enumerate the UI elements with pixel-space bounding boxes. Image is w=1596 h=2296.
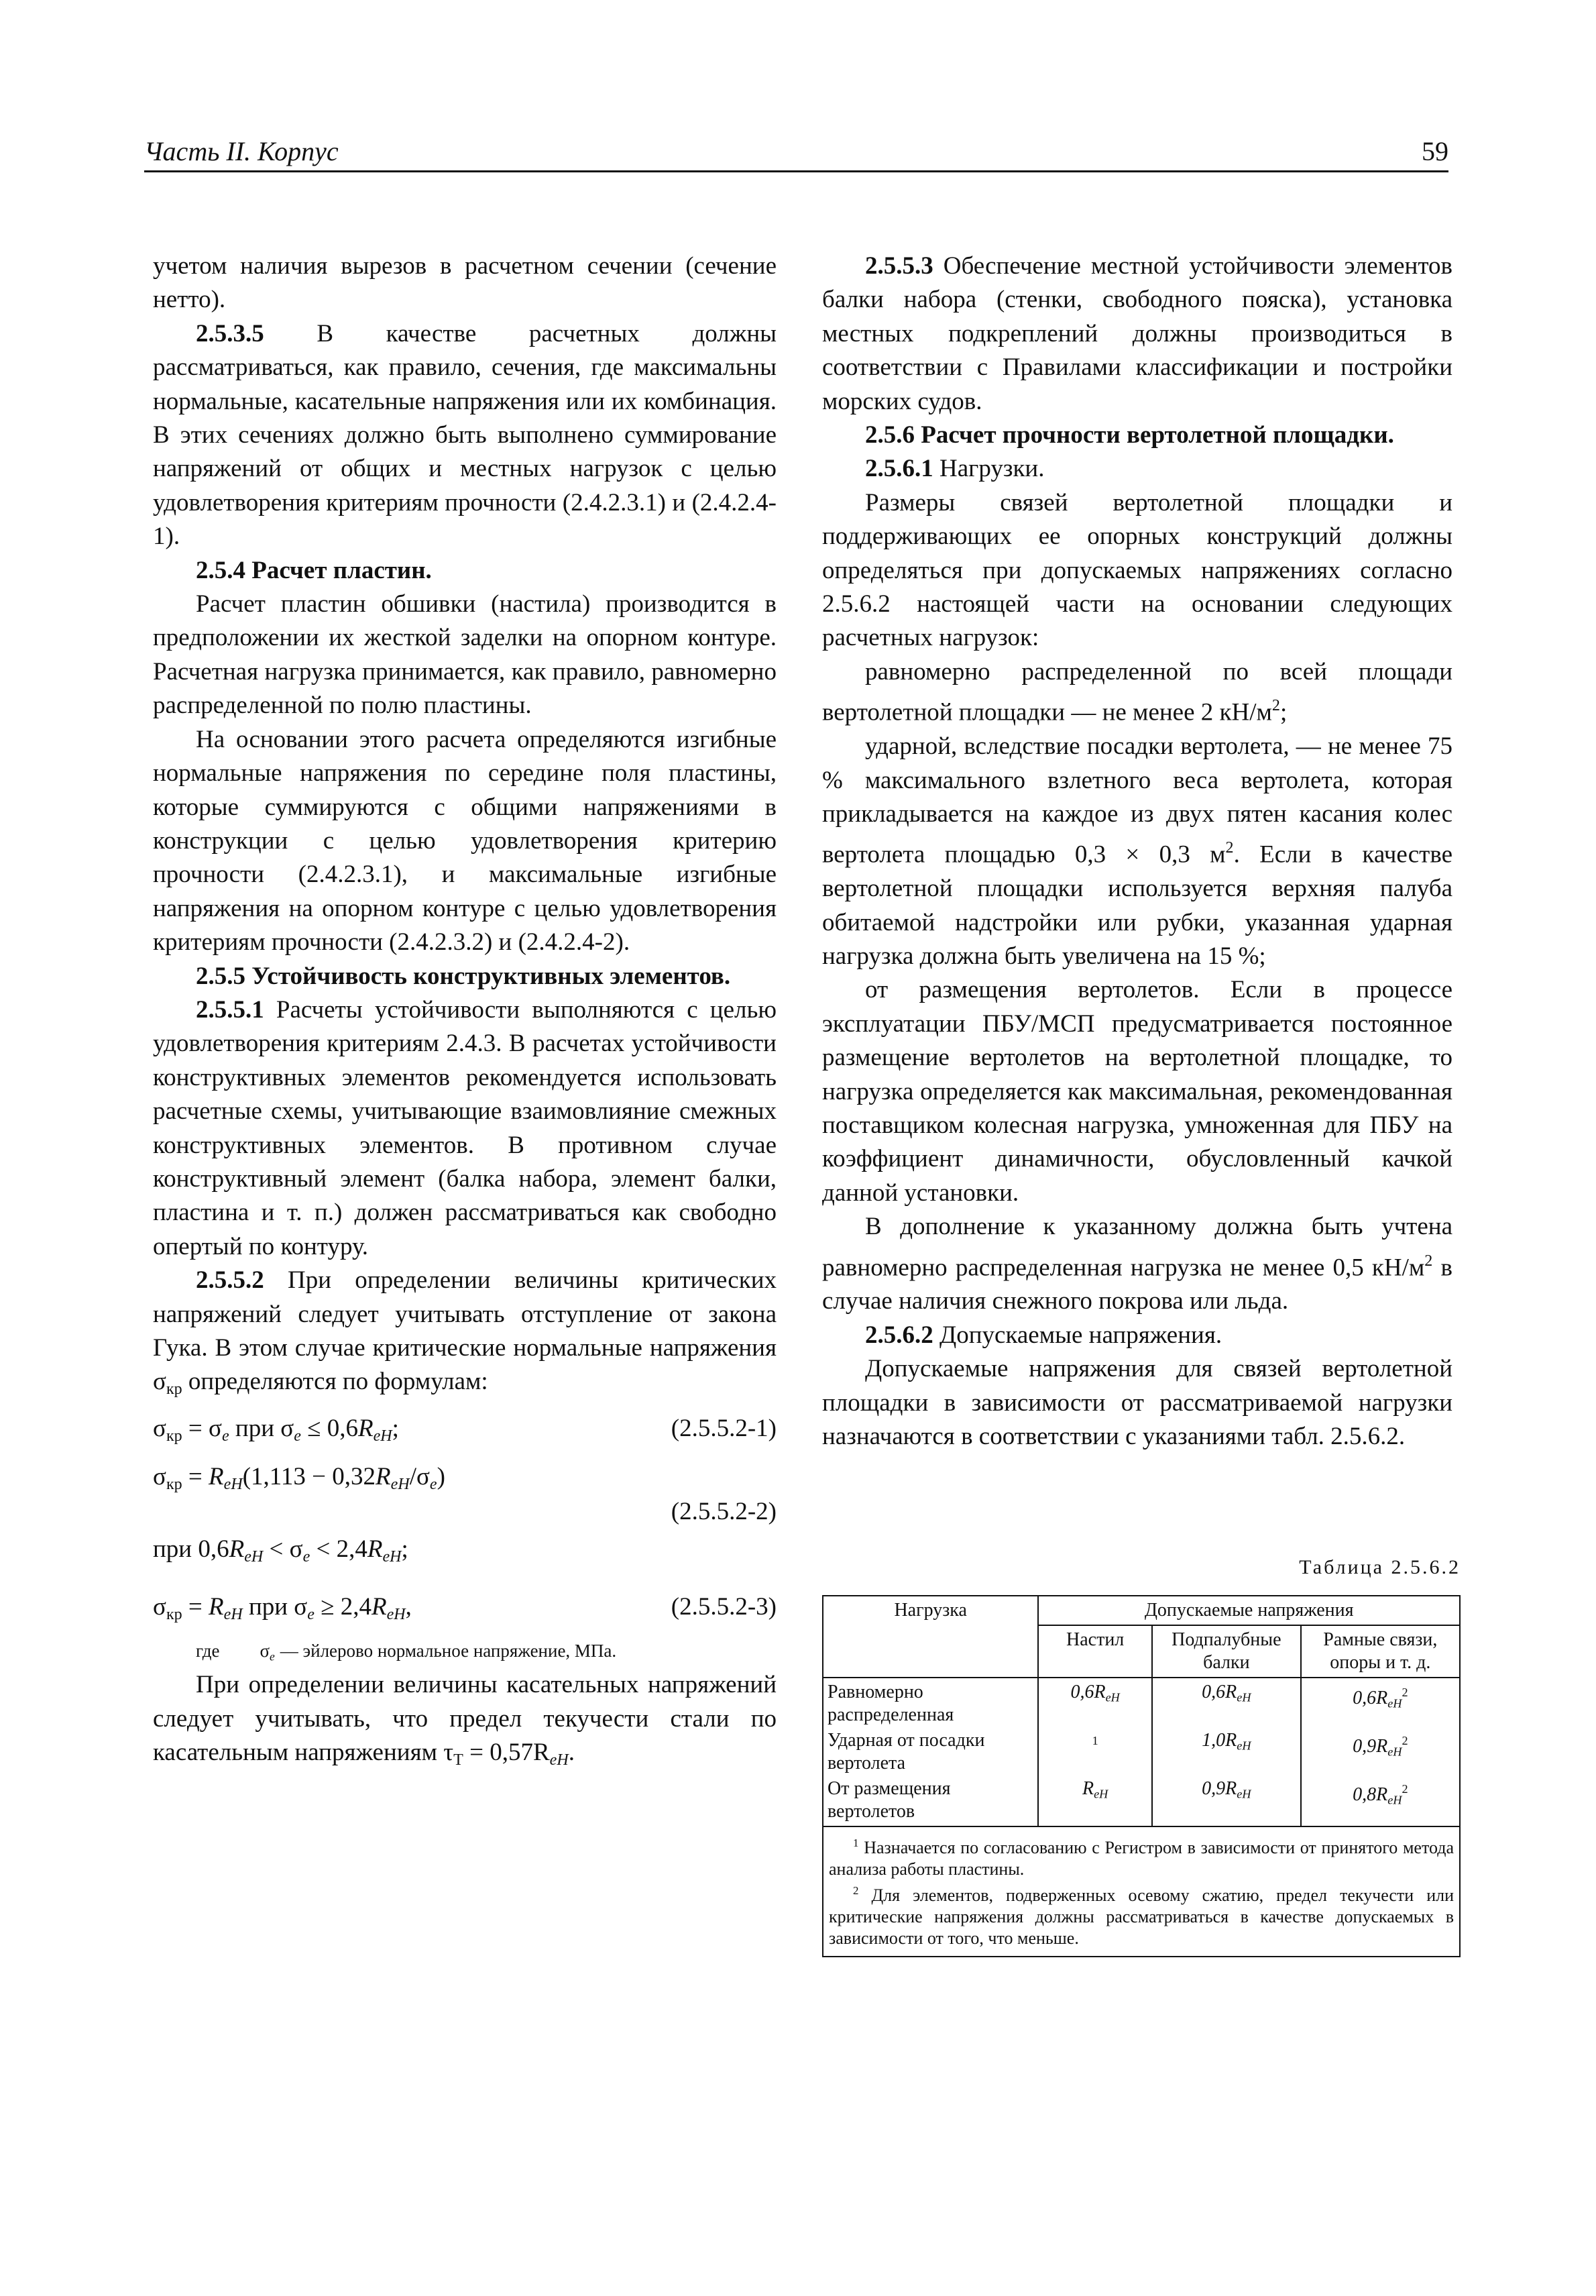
heading-2-5-5: 2.5.5 Устойчивость конструктивных элементов. xyxy=(196,962,731,990)
paragraph: В дополнение к указанному должна быть учтена равномерно распределенная нагрузка не менее 0,5 $кН/м^2$ в случае наличия снежного покрова или льда. xyxy=(822,1213,1452,1315)
table-cell: $0,6R_{eH}$ xyxy=(1152,1678,1301,1728)
table-row xyxy=(823,1776,1460,1826)
paragraph: Расчет пластин обшивки (настила) производится в предположении их жесткой заделки на опорном контуре. Расчетная нагрузка принимается, как правило, равномерно распределенной по полю пластины. xyxy=(153,590,777,720)
table-cell: $1,0R_{eH}$ xyxy=(1152,1728,1301,1776)
paragraph-2-5-5-3: 2.5.5.3 Обеспечение местной устойчивости элементов балки набора (стенки, свободного пояска), установка местных подкреплений должны производиться в соответствии с Правилами классификации и постройки морских судов. xyxy=(822,252,1452,415)
table-header-load: Нагрузка xyxy=(823,1596,1038,1678)
table-cell: От размещения вертолетов xyxy=(823,1776,1038,1826)
table-header-col: Подпалубные балки xyxy=(1152,1625,1301,1678)
table-cell: $0,8R_{eH}^2$ xyxy=(1301,1776,1460,1826)
paragraph-2-5-3-5: 2.5.3.5 В качестве расчетных должны рассматриваться, как правило, сечения, где максимальны нормальные, касательные напряжения или их комбинация. В этих сечениях должно быть выполнено суммирование напряжений от общих и местных нагрузок с целью удовлетворения критериям прочности (2.4.2.3.1) и (2.4.2.4-1). xyxy=(153,319,777,551)
table-header-col: Настил xyxy=(1038,1625,1152,1678)
table-cell: $0,6R_{eH}^2$ xyxy=(1301,1678,1460,1728)
table-cell: $0,9R_{eH}$ xyxy=(1152,1776,1301,1826)
table-cell: $R_{eH}$ xyxy=(1038,1776,1152,1826)
heading-2-5-6-1: 2.5.6.1 Нагрузки. xyxy=(865,455,1045,483)
table-row xyxy=(823,1678,1460,1728)
right-column xyxy=(822,250,1452,1454)
formula-number: (2.5.5.2-3) xyxy=(671,1593,777,1621)
paragraph: от размещения вертолетов. Если в процессе эксплуатации ПБУ/МСП предусматривается постоянное размещение вертолетов на вертолетной площадке, то нагрузка определяется как максимальная, рекомендованная поставщиком колесная нагрузка, умноженная для ПБУ на коэффициент динамичности, обусловленный качкой данной установки. xyxy=(822,976,1452,1207)
table-cell: 1 xyxy=(1038,1728,1152,1776)
formula-legend: где $\sigma_e$ — эйлерово нормальное напряжение, МПа. xyxy=(196,1641,617,1663)
page-number: 59 xyxy=(1422,136,1448,166)
formula-number: (2.5.5.2-1) xyxy=(671,1415,777,1443)
paragraph: Допускаемые напряжения для связей вертолетной площадки в зависимости от рассматриваемой нагрузки назначаются в соответствии с указаниями табл. 2.5.6.2. xyxy=(822,1355,1452,1451)
table-cell: $0,6R_{eH}$ xyxy=(1038,1678,1152,1728)
formula-2-5-5-2-1: $\sigma_{кр} = \sigma_e$ при $\sigma_e \le 0,6R_{eH}$; (2.5.5.2-1) xyxy=(153,1412,777,1445)
formula-2-5-5-2-2: $\sigma_{кр} = R_{eH}(1,113 - 0,32R_{eH}/\sigma_e)$ при $0,6R_{eH} < \sigma_e < 2,4R_{eH}$; (2.5.5.2-2) xyxy=(153,1463,777,1566)
heading-2-5-6-2: 2.5.6.2 Допускаемые напряжения. xyxy=(865,1321,1222,1349)
table-footnotes xyxy=(823,1826,1460,1957)
paragraph: учетом наличия вырезов в расчетном сечении (сечение нетто). xyxy=(153,252,777,314)
paragraph-2-5-5-2: 2.5.5.2 При определении величины критических напряжений следует учитывать отступление от закона Гука. В этом случае критические нормальные напряжения $\sigma_{кр}$ определяются по формулам: xyxy=(153,1266,777,1399)
paragraph: ударной, вследствие посадки вертолета, — не менее 75 % максимального взлетного веса вертолета, которая прикладывается на каждое из двух пятен касания колес вертолета площадью 0,3 × 0,3 $м^2$. Если в качестве вертолетной площадки используется верхняя палуба обитаемой надстройки или рубки, указанная ударная нагрузка должна быть увеличена на 15 %; xyxy=(822,732,1452,970)
formula-number: (2.5.5.2-2) xyxy=(671,1498,777,1526)
paragraph: На основании этого расчета определяются изгибные нормальные напряжения по середине поля пластины, которые суммируются с общими напряжениями в конструкции с целью удовлетворения критерию прочности (2.4.2.3.1), и максимальные изгибные напряжения на опорном контуре с целью удовлетворения критериям прочности (2.4.2.3.2) и (2.4.2.4-2). xyxy=(153,725,777,956)
table-header-allowed: Допускаемые напряжения xyxy=(1038,1596,1460,1625)
heading-2-5-6: 2.5.6 Расчет прочности вертолетной площадки. xyxy=(865,421,1394,449)
heading-2-5-4: 2.5.4 Расчет пластин. xyxy=(196,556,432,584)
table-row xyxy=(823,1728,1460,1776)
table-cell: Равномерно распределенная xyxy=(823,1678,1038,1728)
footnote-1: $^1$ Назначается по согласованию с Регистром в зависимости от принятого метода анализа работы пластины. xyxy=(829,1837,1455,1879)
footnote-2: $^2$ Для элементов, подверженных осевому сжатию, предел текучести или критические напряжения должны рассматриваться в качестве допускаемых в зависимости от того, что меньше. xyxy=(829,1884,1454,1949)
page-header xyxy=(144,131,1448,172)
allowed-stress-table xyxy=(822,1595,1461,1957)
paragraph: При определении величины касательных напряжений следует учитывать, что предел текучести стали по касательным напряжениям $\tau_Т = 0,57R_{eH}$. xyxy=(153,1671,777,1769)
table-header-col: Рамные связи, опоры и т. д. xyxy=(1301,1625,1460,1678)
table-cell: Ударная от посадки вертолета xyxy=(823,1728,1038,1776)
formula-2-5-5-2-3: $\sigma_{кр} = R_{eH}$ при $\sigma_e \ge 2,4R_{eH}$, (2.5.5.2-3) xyxy=(153,1590,777,1624)
running-title: Часть II. Корпус xyxy=(144,136,339,166)
paragraph: Размеры связей вертолетной площадки и поддерживающих ее опорных конструкций должны определяться при допускаемых напряжениях согласно 2.5.6.2 настоящей части на основании следующих расчетных нагрузок: xyxy=(822,488,1452,652)
paragraph-2-5-5-1: 2.5.5.1 Расчеты устойчивости выполняются с целью удовлетворения критериям 2.4.3. В расчетах устойчивости конструктивных элементов рекомендуется использовать расчетные схемы, учитывающие взаимовлияние смежных конструктивных элементов. В противном случае конструктивный элемент (балка набора, элемент балки, пластина и т. п.) должен рассматриваться как свободно опертый по контуру. xyxy=(153,995,777,1260)
table-cell: $0,9R_{eH}^2$ xyxy=(1301,1728,1460,1776)
paragraph: равномерно распределенной по всей площади вертолетной площадки — не менее 2 $кН/м^2$; xyxy=(822,657,1452,726)
left-column xyxy=(153,250,777,1778)
table-caption: Таблица 2.5.6.2 xyxy=(1299,1556,1461,1578)
